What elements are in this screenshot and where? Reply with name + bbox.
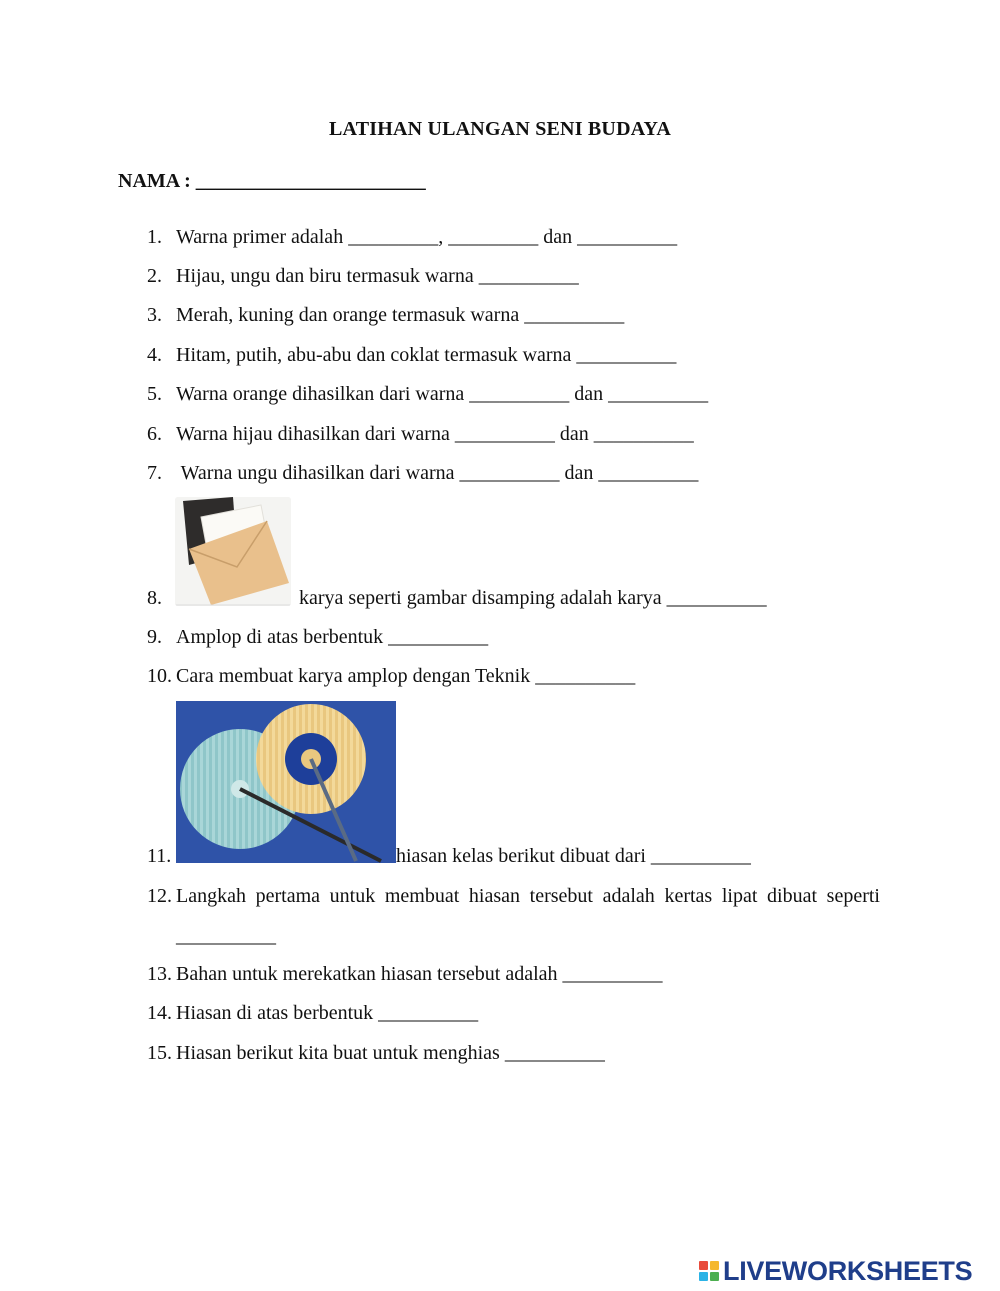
question-15	[147, 1040, 605, 1066]
question-number: 15.	[147, 1042, 172, 1064]
question-text: Bahan untuk merekatkan hiasan tersebut adalah __________	[176, 963, 663, 985]
question-text: Warna hijau dihasilkan dari warna __________ dan __________	[176, 423, 694, 445]
question-9	[147, 624, 488, 650]
question-6	[147, 421, 694, 447]
question-text: Hiasan berikut kita buat untuk menghias __________	[176, 1042, 605, 1064]
question-number: 12.	[147, 885, 172, 907]
question-number: 1.	[147, 226, 162, 248]
question-number: 7.	[147, 462, 162, 484]
question-text: Amplop di atas berbentuk __________	[176, 626, 489, 648]
question-number: 9.	[147, 626, 162, 648]
question-12	[147, 876, 880, 956]
question-7	[147, 460, 698, 486]
question-number: 10.	[147, 665, 172, 687]
logo-text: LIVEWORKSHEETS	[723, 1255, 973, 1286]
question-number: 6.	[147, 423, 162, 445]
question-number: 3.	[147, 304, 162, 326]
name-field-line: NAMA : _______________________	[118, 170, 426, 192]
question-1	[147, 224, 677, 250]
question-number: 8.	[147, 587, 162, 609]
logo-mark-icon	[699, 1261, 719, 1281]
question-number: 4.	[147, 344, 162, 366]
question-text: Cara membuat karya amplop dengan Teknik __________	[176, 665, 636, 687]
question-number: 5.	[147, 383, 162, 405]
question-number: 11.	[147, 845, 172, 867]
question-number: 14.	[147, 1002, 172, 1024]
question-text: karya seperti gambar disamping adalah karya __________	[299, 587, 767, 609]
question-11	[147, 843, 751, 869]
question-text: hiasan kelas berikut dibuat dari __________	[396, 845, 751, 867]
question-2	[147, 263, 579, 289]
question-number: 13.	[147, 963, 172, 985]
page-title: LATIHAN ULANGAN SENI BUDAYA	[329, 118, 671, 140]
question-text: Hiasan di atas berbentuk __________	[176, 1002, 479, 1024]
question-5	[147, 381, 708, 407]
question-text: Merah, kuning dan orange termasuk warna __________	[176, 304, 625, 326]
question-4	[147, 342, 676, 368]
question-text: Warna ungu dihasilkan dari warna __________ dan __________	[176, 462, 699, 484]
question-text: Warna primer adalah _________, _________ dan __________	[176, 226, 678, 248]
paper-fan-illustration	[176, 701, 396, 863]
question-text: Langkah pertama untuk membuat hiasan tersebut adalah kertas lipat dibuat seperti __________	[176, 885, 880, 947]
paper-fan-image	[176, 701, 396, 863]
question-number: 2.	[147, 265, 162, 287]
question-3	[147, 302, 624, 328]
question-8	[147, 585, 767, 611]
question-10	[147, 663, 635, 689]
question-text: Hitam, putih, abu-abu dan coklat termasuk warna __________	[176, 344, 677, 366]
question-text: Hijau, ungu dan biru termasuk warna __________	[176, 265, 579, 287]
question-text: Warna orange dihasilkan dari warna __________ dan __________	[176, 383, 709, 405]
liveworksheets-logo	[699, 1256, 972, 1286]
question-13	[147, 961, 663, 987]
question-14	[147, 1000, 478, 1026]
